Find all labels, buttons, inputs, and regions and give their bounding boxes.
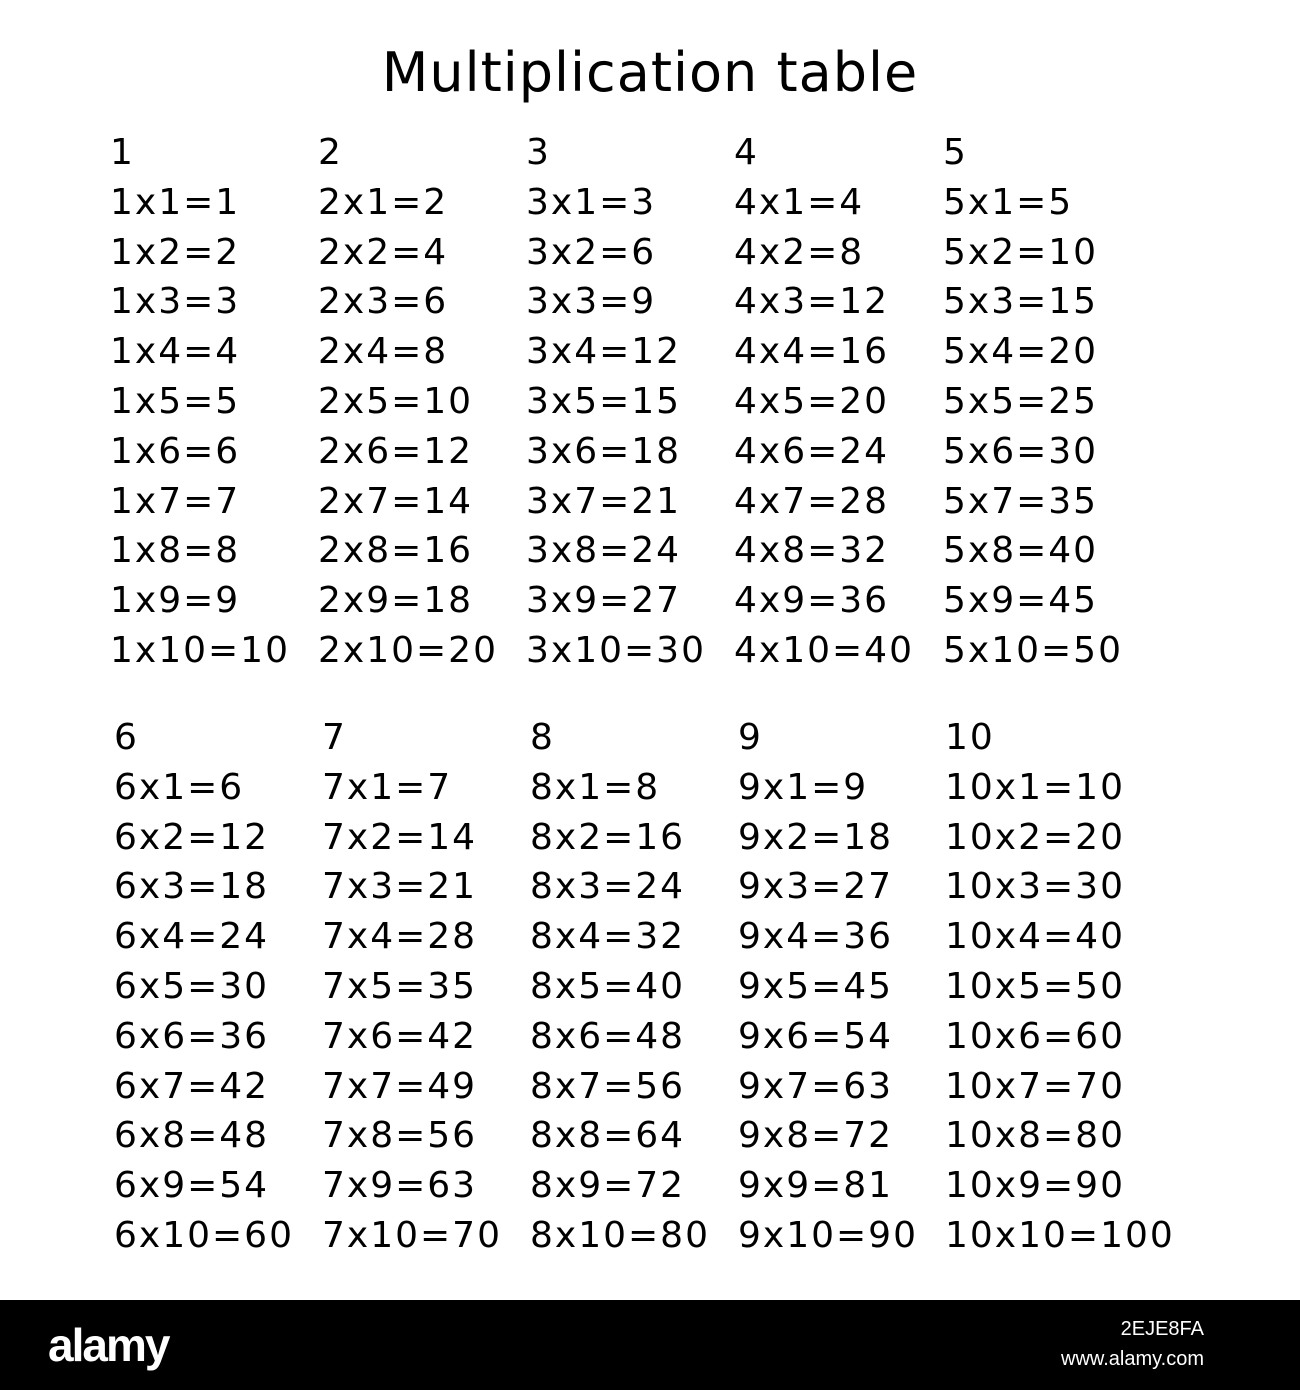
table-row: 2x8=16	[318, 530, 474, 572]
table-row: 4x6=24	[734, 430, 890, 472]
table-row: 3x2=6	[526, 231, 657, 273]
table-row: 7x5=35	[322, 965, 478, 1007]
table-row: 9x1=9	[738, 766, 869, 808]
table-row: 8x1=8	[530, 766, 661, 808]
table-row: 10x5=50	[945, 965, 1125, 1007]
table-row: 9x2=18	[738, 816, 894, 858]
table-row: 2x10=20	[318, 629, 498, 671]
table-row: 4x1=4	[734, 181, 865, 223]
table-row: 10x7=70	[945, 1065, 1125, 1107]
table-row: 8x10=80	[530, 1214, 710, 1256]
table-row: 3x8=24	[526, 530, 682, 572]
table-heading: 2	[318, 132, 343, 173]
table-row: 7x4=28	[322, 916, 478, 958]
table-6	[114, 713, 324, 1261]
table-row: 5x6=30	[943, 430, 1099, 472]
table-row: 7x2=14	[322, 816, 478, 858]
table-row: 2x2=4	[318, 231, 449, 273]
table-heading: 10	[945, 717, 995, 758]
table-row: 2x5=10	[318, 380, 474, 422]
table-row: 5x10=50	[943, 629, 1123, 671]
table-row: 2x6=12	[318, 430, 474, 472]
table-row: 1x8=8	[110, 530, 241, 572]
table-row: 6x4=24	[114, 916, 270, 958]
table-row: 3x6=18	[526, 430, 682, 472]
table-4	[734, 128, 944, 676]
tables-row-1-to-5	[110, 128, 1210, 678]
table-heading: 6	[114, 717, 139, 758]
table-row: 3x5=15	[526, 380, 682, 422]
table-row: 6x8=48	[114, 1115, 270, 1157]
table-row: 8x6=48	[530, 1015, 686, 1057]
table-row: 10x9=90	[945, 1165, 1125, 1207]
table-row: 8x2=16	[530, 816, 686, 858]
table-row: 1x7=7	[110, 480, 241, 522]
table-5	[943, 128, 1153, 676]
table-row: 4x2=8	[734, 231, 865, 273]
table-row: 7x9=63	[322, 1165, 478, 1207]
table-row: 9x6=54	[738, 1015, 894, 1057]
table-row: 9x4=36	[738, 916, 894, 958]
table-heading: 1	[110, 132, 135, 173]
page-title: Multiplication table	[381, 41, 919, 104]
table-row: 4x9=36	[734, 580, 890, 622]
table-row: 3x10=30	[526, 629, 706, 671]
table-row: 2x4=8	[318, 331, 449, 373]
table-heading: 7	[322, 717, 347, 758]
table-row: 8x5=40	[530, 965, 686, 1007]
table-heading: 8	[530, 717, 555, 758]
table-8	[530, 713, 740, 1261]
table-row: 8x4=32	[530, 916, 686, 958]
table-row: 6x10=60	[114, 1214, 294, 1256]
table-row: 9x7=63	[738, 1065, 894, 1107]
table-row: 3x1=3	[526, 181, 657, 223]
table-row: 3x4=12	[526, 331, 682, 373]
table-row: 4x5=20	[734, 380, 890, 422]
table-10	[945, 713, 1205, 1261]
table-row: 5x7=35	[943, 480, 1099, 522]
table-row: 1x2=2	[110, 231, 241, 273]
table-row: 4x4=16	[734, 331, 890, 373]
table-row: 7x3=21	[322, 866, 478, 908]
site-url-label: www.alamy.com	[1061, 1348, 1204, 1370]
table-row: 4x7=28	[734, 480, 890, 522]
table-row: 8x7=56	[530, 1065, 686, 1107]
table-row: 2x9=18	[318, 580, 474, 622]
table-row: 9x3=27	[738, 866, 894, 908]
table-row: 8x9=72	[530, 1165, 686, 1207]
table-row: 6x3=18	[114, 866, 270, 908]
table-row: 10x8=80	[945, 1115, 1125, 1157]
table-row: 9x10=90	[738, 1214, 918, 1256]
table-row: 1x6=6	[110, 430, 241, 472]
table-row: 6x1=6	[114, 766, 245, 808]
table-row: 5x2=10	[943, 231, 1099, 273]
brand-logo: alamy	[48, 1319, 169, 1371]
table-row: 7x10=70	[322, 1214, 502, 1256]
table-row: 5x8=40	[943, 530, 1099, 572]
table-row: 5x3=15	[943, 281, 1099, 323]
table-2	[318, 128, 528, 676]
table-9	[738, 713, 948, 1261]
table-3	[526, 128, 736, 676]
table-row: 10x3=30	[945, 866, 1125, 908]
table-row: 2x7=14	[318, 480, 474, 522]
table-row: 9x5=45	[738, 965, 894, 1007]
watermark-footer-bar	[0, 1300, 1300, 1390]
table-7	[322, 713, 532, 1261]
table-row: 7x6=42	[322, 1015, 478, 1057]
table-heading: 4	[734, 132, 759, 173]
table-row: 6x7=42	[114, 1065, 270, 1107]
table-row: 9x8=72	[738, 1115, 894, 1157]
table-row: 1x1=1	[110, 181, 241, 223]
table-row: 6x6=36	[114, 1015, 270, 1057]
table-row: 1x5=5	[110, 380, 241, 422]
table-row: 7x1=7	[322, 766, 453, 808]
table-row: 7x8=56	[322, 1115, 478, 1157]
table-row: 4x10=40	[734, 629, 914, 671]
table-row: 3x7=21	[526, 480, 682, 522]
table-row: 6x2=12	[114, 816, 270, 858]
table-heading: 9	[738, 717, 763, 758]
table-row: 6x5=30	[114, 965, 270, 1007]
table-row: 1x3=3	[110, 281, 241, 323]
table-row: 10x4=40	[945, 916, 1125, 958]
table-row: 5x9=45	[943, 580, 1099, 622]
table-1	[110, 128, 320, 676]
table-row: 5x1=5	[943, 181, 1074, 223]
table-row: 3x3=9	[526, 281, 657, 323]
table-row: 10x1=10	[945, 766, 1125, 808]
table-row: 5x4=20	[943, 331, 1099, 373]
table-row: 8x3=24	[530, 866, 686, 908]
table-row: 9x9=81	[738, 1165, 894, 1207]
table-row: 3x9=27	[526, 580, 682, 622]
table-heading: 3	[526, 132, 551, 173]
table-row: 10x6=60	[945, 1015, 1125, 1057]
table-row: 4x3=12	[734, 281, 890, 323]
table-row: 1x9=9	[110, 580, 241, 622]
table-row: 5x5=25	[943, 380, 1099, 422]
table-row: 7x7=49	[322, 1065, 478, 1107]
table-row: 2x1=2	[318, 181, 449, 223]
table-row: 4x8=32	[734, 530, 890, 572]
table-row: 2x3=6	[318, 281, 449, 323]
table-row: 1x4=4	[110, 331, 241, 373]
table-heading: 5	[943, 132, 968, 173]
table-row: 8x8=64	[530, 1115, 686, 1157]
tables-row-6-to-10	[110, 713, 1210, 1263]
table-row: 1x10=10	[110, 629, 290, 671]
image-id-label: 2EJE8FA	[1120, 1318, 1204, 1340]
table-row: 10x10=100	[945, 1214, 1175, 1256]
table-row: 10x2=20	[945, 816, 1125, 858]
table-row: 6x9=54	[114, 1165, 270, 1207]
